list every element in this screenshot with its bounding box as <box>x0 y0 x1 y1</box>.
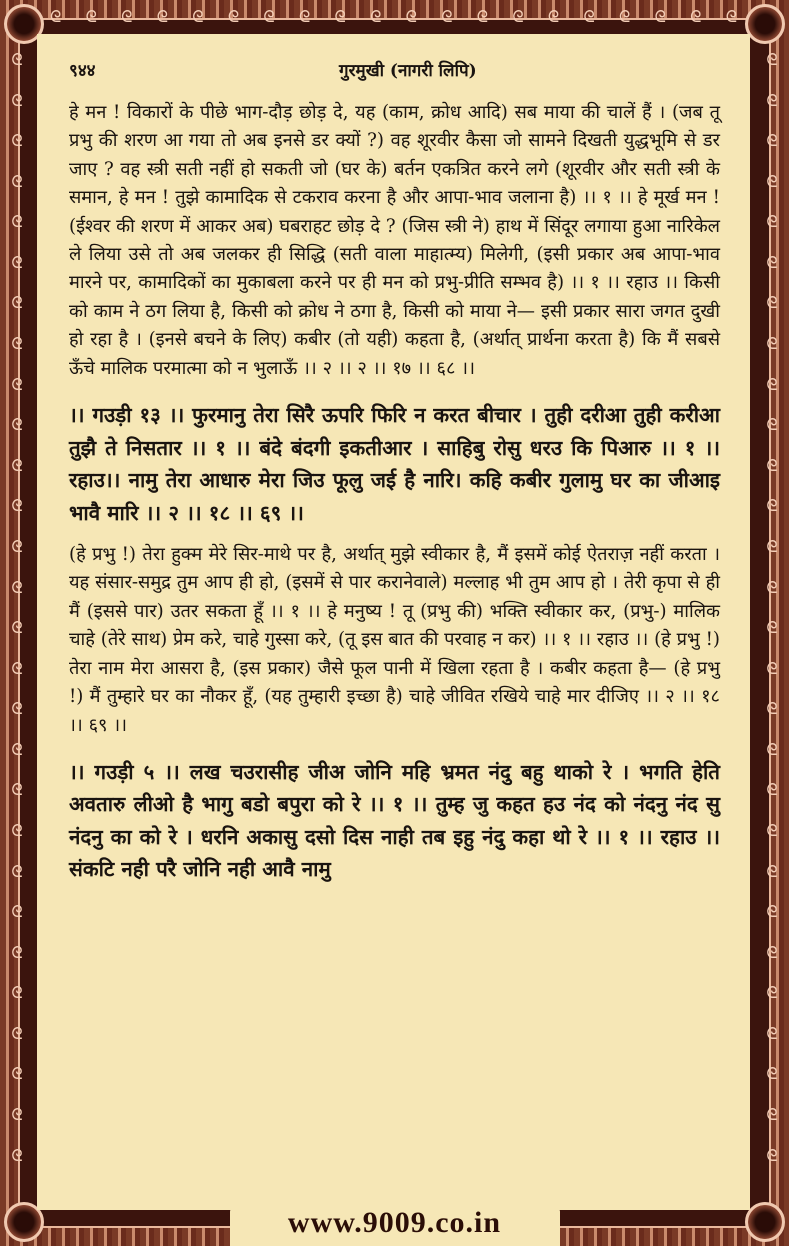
corner-ornament-icon <box>745 4 785 44</box>
top-scroll-ornament-icon: ᘓ ᘓ ᘓ ᘓ ᘓ ᘓ ᘓ ᘓ ᘓ ᘓ ᘓ ᘓ ᘓ ᘓ ᘓ ᘓ ᘓ ᘓ ᘓ ᘓ <box>50 7 739 26</box>
gurbani-verse: ।। गउड़ी १३ ।। फुरमानु तेरा सिरै ऊपरि फिरि न करत बीचार । तुही दरीआ तुही करीआ तुझै ते निसतार ।। १ ।। बंदे बंदगी इकतीआर । साहिबु रोसु धरउ कि पिआरु ।। १ ।। रहाउ।। नामु तेरा आधारु मेरा जिउ फूलु जई है नारि। कहि कबीर गुलामु घर का जीआइ भावै मारि ।। २ ।। १८ ।। ६९ ।। <box>69 403 720 525</box>
page-header <box>69 58 720 81</box>
right-scroll-ornament-icon: ᘓ ᘓ ᘓ ᘓ ᘓ ᘓ ᘓ ᘓ ᘓ ᘓ ᘓ ᘓ ᘓ ᘓ ᘓ ᘓ ᘓ ᘓ ᘓ ᘓ ᘓ ᘓ ᘓ ᘓ ᘓ ᘓ ᘓ ᘓ <box>766 50 778 1165</box>
commentary-paragraph: (हे प्रभु !) तेरा हुक्म मेरे सिर-माथे पर है, अर्थात् मुझे स्वीकार है, मैं इसमें कोई ऐतराज़ नहीं करता । यह संसार-समुद्र तुम आप ही हो, (इसमें से पार करानेवाले) मल्लाह भी तुम आप हो । तेरी कृपा से ही मैं (इससे पार) उतर सकता हूँ ।। १ ।। हे मनुष्य ! तू (प्रभु की) भक्ति स्वीकार कर, (प्रभु-) मालिक चाहे (तेरे साथ) प्रेम करे, चाहे गुस्सा करे, (तू इस बात की परवाह न कर) ।। १ ।। रहाउ ।। (हे प्रभु !) तेरा नाम मेरा आसरा है, (इस प्रकार) जैसे फूल पानी में खिला रहता है । कबीर कहता है— (हे प्रभु !) मैं तुम्हारे घर का नौकर हूँ, (यह तुम्हारी इच्छा है) चाहे जीवित रखिये चाहे मार दीजिए ।। २ ।। १८ ।। ६९ ।। <box>69 544 720 736</box>
commentary-paragraph: हे मन ! विकारों के पीछे भाग-दौड़ छोड़ दे, यह (काम, क्रोध आदि) सब माया की चालें हैं । (जब तू प्रभु की शरण आ गया तो अब इनसे डर क्यों ?) वह शूरवीर कैसा जो सामने दिखती युद्धभूमि से डर जाए ? वह स्त्री सती नहीं हो सकती जो (घर के) बर्तन एकत्रित करने लगे (शूरवीर और सती स्त्री के समान, हे मन ! तुझे कामादिक से टकराव करना है और आपा-भाव जलाना है) ।। १ ।। हे मूर्ख मन ! (ईश्वर की शरण में आकर अब) घबराहट छोड़ दे ? (जिस स्त्री ने) हाथ में सिंदूर लगाया हुआ नारिकेल ले लिया उसे तो अब जलकर ही सिद्धि (सती वाला माहात्म्य) मिलेगी, (इसी प्रकार अब आपा-भाव मारने पर, कामादिकों का मुकाबला करने पर ही मन को प्रभु-प्रीति सम्भव है) ।। १ ।। रहाउ ।। किसी को काम ने ठग लिया है, किसी को क्रोध ने ठगा है, किसी को माया ने— इसी प्रकार सारा जगत दुखी हो रहा है । (इनसे बचने के लिए) कबीर (तो यही) कहता है, (अर्थात् प्रार्थना करता है) कि मैं सबसे ऊँचे मालिक परमात्मा को न भुलाऊँ ।। २ ।। २ ।। १७ ।। ६८ ।। <box>69 102 720 379</box>
left-scroll-ornament-icon: ᘓ ᘓ ᘓ ᘓ ᘓ ᘓ ᘓ ᘓ ᘓ ᘓ ᘓ ᘓ ᘓ ᘓ ᘓ ᘓ ᘓ ᘓ ᘓ ᘓ ᘓ ᘓ ᘓ ᘓ ᘓ ᘓ ᘓ ᘓ <box>11 50 23 1165</box>
scripture-page <box>37 34 750 1210</box>
website-watermark: www.9009.co.in <box>287 1206 502 1239</box>
gurbani-verse: ।। गउड़ी ५ ।। लख चउरासीह जीअ जोनि महि भ्रमत नंदु बहु थाको रे । भगति हेति अवतारु लीओ है भागु बडो बपुरा को रे ।। १ ।। तुम्ह जु कहत हउ नंद को नंदनु नंद सु नंदनु का को रे । धरनि अकासु दसो दिस नाही तब इहु नंदु कहा थो रे ।। १ ।। रहाउ ।। संकटि नही परै जोनि नही आवै नामु <box>69 759 720 882</box>
page-number: ९४४ <box>69 61 96 81</box>
page-title: गुरमुखी (नागरी लिपि) <box>339 61 477 81</box>
